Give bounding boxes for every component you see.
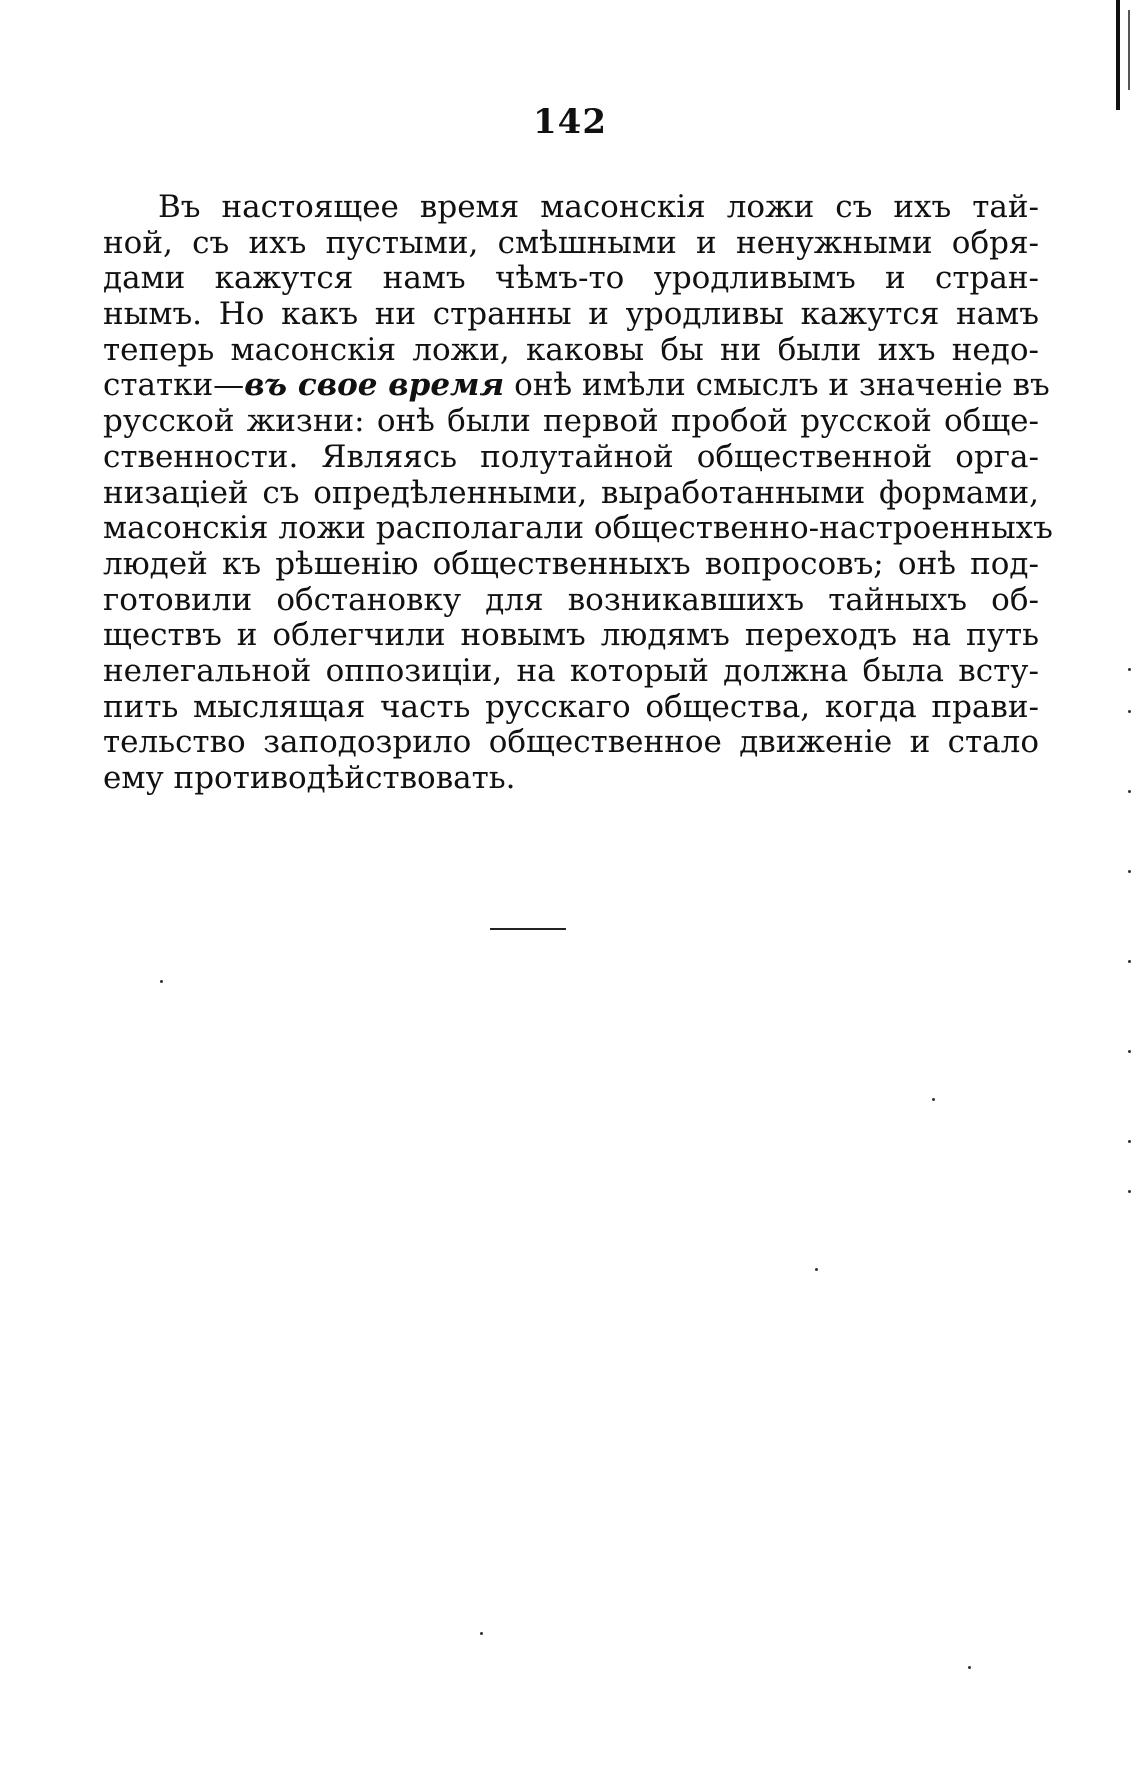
text-line: тельство заподозрило общественное движеніе и стало <box>103 724 1039 761</box>
text-line <box>103 367 1050 404</box>
text-line: Въ настоящее время масонскія ложи съ ихъ тай- <box>158 189 1039 225</box>
text-line: низаціей съ опредѣленными, выработанными формами, <box>103 474 1039 511</box>
text-line: русской жизни: онѣ были первой пробой русской обще- <box>103 403 1039 440</box>
scan-speck <box>815 1268 818 1271</box>
scan-speck <box>1128 668 1131 671</box>
text-line: пить мыслящая часть русскаго общества, когда прави- <box>103 688 1039 725</box>
scan-speck <box>1128 710 1131 713</box>
text-line: дами кажутся намъ чѣмъ-то уродливымъ и стран- <box>103 260 1039 297</box>
text-fragment: онѣ имѣли смыслъ и значеніе въ <box>504 367 1050 404</box>
scan-speck <box>480 1632 483 1635</box>
scan-speck <box>1128 870 1131 873</box>
page-number: 142 <box>533 102 607 142</box>
scan-speck <box>1128 1140 1131 1143</box>
scan-speck <box>1128 1050 1131 1053</box>
text-line: ственности. Являясь полутайной общественной орга- <box>103 438 1039 475</box>
scan-speck <box>1128 1190 1131 1193</box>
text-line: нелегальной оппозиціи, на который должна была всту- <box>103 652 1039 689</box>
scan-speck <box>1128 790 1131 793</box>
body-paragraph <box>103 189 1053 797</box>
text-line: ной, съ ихъ пустыми, смѣшными и ненужными обря- <box>103 224 1039 261</box>
scan-speck <box>932 1098 935 1101</box>
text-line: масонскія ложи располагали общественно-настроенныхъ <box>103 510 1053 547</box>
scan-speck <box>1128 960 1131 963</box>
text-line: теперь масонскія ложи, каковы бы ни были ихъ недо- <box>103 331 1039 368</box>
text-line: людей къ рѣшенію общественныхъ вопросовъ; онѣ под- <box>103 545 1039 582</box>
emphasized-text: въ свое время <box>244 367 505 404</box>
scan-edge-mark <box>1116 0 1120 110</box>
scan-speck <box>160 980 163 983</box>
text-line: нымъ. Но какъ ни странны и уродливы кажутся намъ <box>103 296 1039 333</box>
text-line: ществъ и облегчили новымъ людямъ переходъ на путь <box>103 617 1039 654</box>
text-line: готовили обстановку для возникавшихъ тайныхъ об- <box>103 581 1039 618</box>
scan-edge-mark-secondary <box>1128 10 1130 90</box>
scan-speck <box>968 1666 971 1669</box>
section-end-rule <box>490 928 566 930</box>
text-line: ему противодѣйствовать. <box>103 760 516 796</box>
text-fragment: статки— <box>103 367 245 404</box>
